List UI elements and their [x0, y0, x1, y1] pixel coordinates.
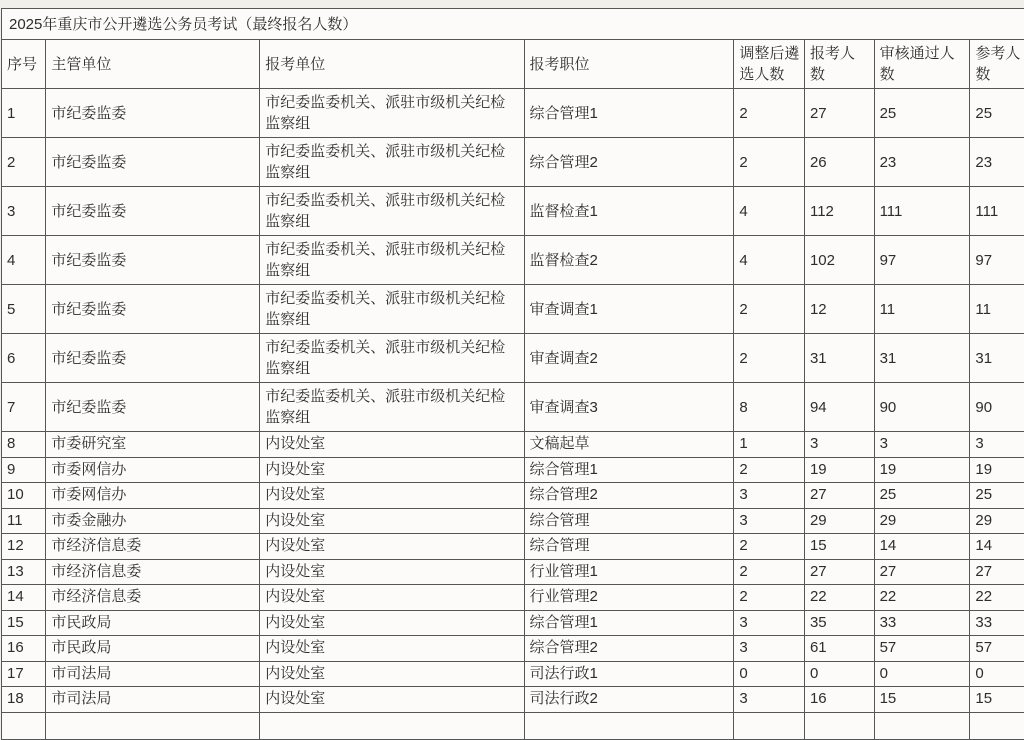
table-row: [2, 383, 1024, 432]
cell-approved-count: 15: [874, 687, 970, 713]
cell-supervising-unit: 市纪委监委: [46, 89, 260, 138]
cell-seq: 1: [2, 89, 46, 138]
cell-supervising-unit: 市纪委监委: [46, 285, 260, 334]
cell-applicant-count: 27: [804, 89, 874, 138]
cell-seq: 14: [2, 585, 46, 611]
cell-exam-taker-count: 27: [970, 559, 1024, 585]
table-row: [2, 559, 1024, 585]
cell-applicant-count: 15: [804, 534, 874, 560]
cell-seq: 10: [2, 483, 46, 509]
header-row: [2, 40, 1024, 89]
cell-applicant-count: 61: [804, 636, 874, 662]
cell-approved-count: 31: [874, 334, 970, 383]
cell-applicant-count: 12: [804, 285, 874, 334]
cell-applying-unit: 市纪委监委机关、派驻市级机关纪检监察组: [260, 89, 524, 138]
cell-position: 综合管理: [524, 508, 734, 534]
column-header-position: 报考职位: [524, 40, 734, 89]
partial-row: [2, 712, 1024, 739]
column-header-applying-unit: 报考单位: [260, 40, 524, 89]
cell-applicant-count: 0: [804, 661, 874, 687]
cell-supervising-unit: 市经济信息委: [46, 585, 260, 611]
cell-approved-count: 25: [874, 483, 970, 509]
cell-position: 综合管理2: [524, 483, 734, 509]
spreadsheet: [1, 8, 1024, 740]
cell-exam-taker-count: 0: [970, 661, 1024, 687]
cell-approved-count: 3: [874, 432, 970, 458]
cell-supervising-unit: 市委金融办: [46, 508, 260, 534]
cell-exam-taker-count: 90: [970, 383, 1024, 432]
column-header-exam-taker-count: 参考人数: [970, 40, 1024, 89]
cell-position: 司法行政1: [524, 661, 734, 687]
cell-seq: 8: [2, 432, 46, 458]
cell-adjusted-selection-count: 3: [734, 483, 805, 509]
cell-supervising-unit: 市纪委监委: [46, 236, 260, 285]
cell-supervising-unit: 市纪委监委: [46, 187, 260, 236]
cell-applying-unit: 内设处室: [260, 483, 524, 509]
table-row: [2, 483, 1024, 509]
cell-applying-unit: 内设处室: [260, 559, 524, 585]
cell-applicant-count: 112: [804, 187, 874, 236]
cell-approved-count: 111: [874, 187, 970, 236]
cell-position: 行业管理1: [524, 559, 734, 585]
cell-applying-unit: 内设处室: [260, 687, 524, 713]
cell-applying-unit: 市纪委监委机关、派驻市级机关纪检监察组: [260, 138, 524, 187]
cell-adjusted-selection-count: 2: [734, 89, 805, 138]
cell-seq: 9: [2, 457, 46, 483]
cell-applying-unit: 内设处室: [260, 610, 524, 636]
cell-adjusted-selection-count: 8: [734, 383, 805, 432]
cell-approved-count: 57: [874, 636, 970, 662]
cell-adjusted-selection-count: 2: [734, 138, 805, 187]
cell-seq: 7: [2, 383, 46, 432]
cell-applicant-count: 19: [804, 457, 874, 483]
cell-supervising-unit: 市经济信息委: [46, 559, 260, 585]
cell-applicant-count: 102: [804, 236, 874, 285]
cell-exam-taker-count: 25: [970, 483, 1024, 509]
cell-position: 审查调查2: [524, 334, 734, 383]
cell-supervising-unit: 市委网信办: [46, 457, 260, 483]
cell-exam-taker-count: 14: [970, 534, 1024, 560]
cell-applicant-count: 27: [804, 483, 874, 509]
cell-approved-count: 27: [874, 559, 970, 585]
table-row: [2, 457, 1024, 483]
cell-exam-taker-count: 111: [970, 187, 1024, 236]
cell-adjusted-selection-count: 3: [734, 508, 805, 534]
cell-seq: 16: [2, 636, 46, 662]
cell-applicant-count: 26: [804, 138, 874, 187]
cell-supervising-unit: 市委网信办: [46, 483, 260, 509]
cell-supervising-unit: 市司法局: [46, 687, 260, 713]
cell-supervising-unit: 市经济信息委: [46, 534, 260, 560]
cell-seq: 17: [2, 661, 46, 687]
cell-applicant-count: 35: [804, 610, 874, 636]
cell-adjusted-selection-count: 3: [734, 636, 805, 662]
cell-seq: 18: [2, 687, 46, 713]
cell-position: 监督检查2: [524, 236, 734, 285]
cell-exam-taker-count: 31: [970, 334, 1024, 383]
cell-supervising-unit: 市民政局: [46, 636, 260, 662]
cell-applying-unit: 内设处室: [260, 534, 524, 560]
cell-exam-taker-count: 22: [970, 585, 1024, 611]
table-row: [2, 610, 1024, 636]
cell-approved-count: 25: [874, 89, 970, 138]
cell-approved-count: 22: [874, 585, 970, 611]
cell-applicant-count: 27: [804, 559, 874, 585]
cell-adjusted-selection-count: 3: [734, 687, 805, 713]
cell-position: 行业管理2: [524, 585, 734, 611]
cell-seq: 6: [2, 334, 46, 383]
column-header-seq: 序号: [2, 40, 46, 89]
cell-applying-unit: 内设处室: [260, 636, 524, 662]
table-row: [2, 432, 1024, 458]
cell-supervising-unit: 市纪委监委: [46, 383, 260, 432]
cell-applying-unit: 市纪委监委机关、派驻市级机关纪检监察组: [260, 187, 524, 236]
cell-exam-taker-count: 3: [970, 432, 1024, 458]
cell-applying-unit: 内设处室: [260, 661, 524, 687]
cell-exam-taker-count: 33: [970, 610, 1024, 636]
cell-approved-count: 23: [874, 138, 970, 187]
table-title: 2025年重庆市公开遴选公务员考试（最终报名人数）: [2, 9, 1024, 40]
column-header-supervising-unit: 主管单位: [46, 40, 260, 89]
cell-seq: 13: [2, 559, 46, 585]
cell-exam-taker-count: 11: [970, 285, 1024, 334]
table-row: [2, 236, 1024, 285]
cell-seq: 2: [2, 138, 46, 187]
cell-adjusted-selection-count: 4: [734, 236, 805, 285]
cell-adjusted-selection-count: 2: [734, 559, 805, 585]
cell-applying-unit: 市纪委监委机关、派驻市级机关纪检监察组: [260, 383, 524, 432]
cell-adjusted-selection-count: 2: [734, 334, 805, 383]
cell-supervising-unit: 市纪委监委: [46, 334, 260, 383]
cell-applicant-count: 22: [804, 585, 874, 611]
cell-position: 审查调查3: [524, 383, 734, 432]
table-row: [2, 508, 1024, 534]
cell-applicant-count: 29: [804, 508, 874, 534]
cell-supervising-unit: 市民政局: [46, 610, 260, 636]
cell-exam-taker-count: 97: [970, 236, 1024, 285]
cell-exam-taker-count: 15: [970, 687, 1024, 713]
column-header-approved-count: 审核通过人数: [874, 40, 970, 89]
column-header-applicant-count: 报考人数: [804, 40, 874, 89]
cell-seq: 4: [2, 236, 46, 285]
cell-position: 综合管理1: [524, 457, 734, 483]
cell-adjusted-selection-count: 2: [734, 585, 805, 611]
title-row: [2, 9, 1024, 40]
cell-position: 审查调查1: [524, 285, 734, 334]
cell-seq: 3: [2, 187, 46, 236]
table-row: [2, 687, 1024, 713]
cell-supervising-unit: 市司法局: [46, 661, 260, 687]
cell-position: 综合管理: [524, 534, 734, 560]
cell-approved-count: 97: [874, 236, 970, 285]
cell-approved-count: 33: [874, 610, 970, 636]
cell-approved-count: 90: [874, 383, 970, 432]
cell-seq: 5: [2, 285, 46, 334]
cell-supervising-unit: 市纪委监委: [46, 138, 260, 187]
table-row: [2, 187, 1024, 236]
cell-applying-unit: 市纪委监委机关、派驻市级机关纪检监察组: [260, 236, 524, 285]
cell-approved-count: 19: [874, 457, 970, 483]
cell-applicant-count: 3: [804, 432, 874, 458]
cell-applying-unit: 内设处室: [260, 457, 524, 483]
cell-position: 司法行政2: [524, 687, 734, 713]
cell-seq: 11: [2, 508, 46, 534]
cell-position: 综合管理2: [524, 636, 734, 662]
cell-adjusted-selection-count: 2: [734, 534, 805, 560]
cell-applicant-count: 94: [804, 383, 874, 432]
cell-adjusted-selection-count: 2: [734, 285, 805, 334]
cell-applying-unit: 内设处室: [260, 508, 524, 534]
cell-exam-taker-count: 23: [970, 138, 1024, 187]
cell-position: 综合管理2: [524, 138, 734, 187]
cell-seq: 12: [2, 534, 46, 560]
cell-seq: 15: [2, 610, 46, 636]
cell-position: 综合管理1: [524, 610, 734, 636]
cell-exam-taker-count: 25: [970, 89, 1024, 138]
table-row: [2, 285, 1024, 334]
cell-adjusted-selection-count: 0: [734, 661, 805, 687]
column-header-adjusted-selection-count: 调整后遴选人数: [734, 40, 805, 89]
cell-applying-unit: 市纪委监委机关、派驻市级机关纪检监察组: [260, 285, 524, 334]
cell-adjusted-selection-count: 2: [734, 457, 805, 483]
table-row: [2, 585, 1024, 611]
cell-adjusted-selection-count: 1: [734, 432, 805, 458]
cell-applicant-count: 31: [804, 334, 874, 383]
cell-position: 文稿起草: [524, 432, 734, 458]
cell-approved-count: 0: [874, 661, 970, 687]
cell-approved-count: 29: [874, 508, 970, 534]
table-row: [2, 534, 1024, 560]
cell-exam-taker-count: 19: [970, 457, 1024, 483]
table-row: [2, 334, 1024, 383]
cell-applying-unit: 市纪委监委机关、派驻市级机关纪检监察组: [260, 334, 524, 383]
cell-applying-unit: 内设处室: [260, 432, 524, 458]
cell-approved-count: 14: [874, 534, 970, 560]
cell-adjusted-selection-count: 3: [734, 610, 805, 636]
table-row: [2, 89, 1024, 138]
table-row: [2, 661, 1024, 687]
table-row: [2, 636, 1024, 662]
table-row: [2, 138, 1024, 187]
cell-adjusted-selection-count: 4: [734, 187, 805, 236]
cell-position: 综合管理1: [524, 89, 734, 138]
cell-exam-taker-count: 57: [970, 636, 1024, 662]
cell-approved-count: 11: [874, 285, 970, 334]
cell-position: 监督检查1: [524, 187, 734, 236]
registration-table: [1, 8, 1024, 740]
cell-exam-taker-count: 29: [970, 508, 1024, 534]
cell-applying-unit: 内设处室: [260, 585, 524, 611]
cell-supervising-unit: 市委研究室: [46, 432, 260, 458]
cell-applicant-count: 16: [804, 687, 874, 713]
